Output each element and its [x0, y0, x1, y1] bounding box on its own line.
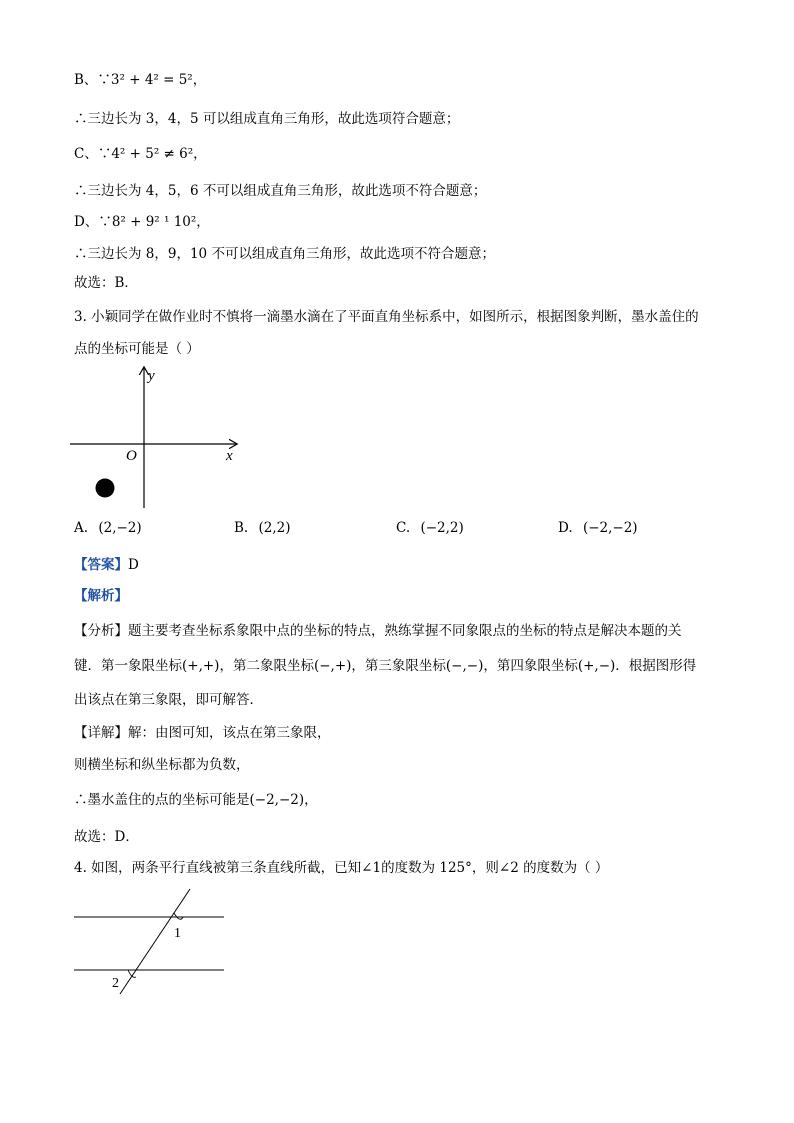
q3-coordinate-figure: [66, 362, 246, 514]
angle1-label: 1: [174, 926, 181, 941]
x-axis-label: x: [226, 448, 233, 464]
solution-line-d-conclusion: ∴三边长为 8，9，10 不可以组成直角三角形，故此选项不符合题意；: [74, 246, 495, 262]
angle2-label: 2: [112, 976, 119, 991]
q3-option-a-value: (2,−2): [98, 520, 142, 536]
q3-option-c-value: (−2,2): [420, 520, 464, 536]
q3-option-c-letter: C.: [396, 520, 411, 536]
solution-line-c: C、∵4² + 5² ≠ 6²，: [74, 146, 207, 162]
y-axis-label: y: [148, 368, 155, 384]
analysis-tag: 【解析】: [74, 588, 128, 604]
analysis-line1: 【分析】题主要考查坐标系象限中点的坐标的特点，熟练掌握不同象限点的坐标的特点是解决本题的关: [74, 623, 682, 639]
q3-option-b-letter: B.: [234, 520, 249, 536]
q3-option-d-letter: D.: [558, 520, 573, 536]
q3-option-d: [558, 518, 638, 538]
q3-option-b-value: (2,2): [258, 520, 291, 536]
answer-tag: 【答案】: [74, 557, 128, 573]
q3-option-b: [234, 518, 291, 538]
q3-option-a-letter: A.: [74, 520, 89, 536]
answer-value: D: [128, 557, 139, 573]
q3-stem-line2: 点的坐标可能是（ ）: [74, 341, 200, 357]
solution-choice: 故选：B．: [74, 275, 138, 291]
analysis-line2: 键．第一象限坐标(+,+)，第二象限坐标(−,+)，第三象限坐标(−,−)，第四象限坐标(+,−)．根据图形得: [74, 658, 697, 674]
angle1-arc: [174, 913, 183, 919]
transversal-line: [120, 889, 190, 994]
detail-line4: 故选：D．: [74, 829, 139, 845]
q3-stem-line1: 3. 小颖同学在做作业时不慎将一滴墨水滴在了平面直角坐标系中，如图所示，根据图象判断，墨水盖住的: [74, 309, 699, 325]
analysis-line3: 出该点在第三象限，即可解答．: [74, 692, 263, 708]
solution-line-d: D、∵8² + 9² ¹ 10²，: [74, 214, 210, 230]
q3-option-c: [396, 518, 464, 538]
solution-line-b: B、∵3² + 4² = 5²，: [74, 72, 207, 88]
q3-option-a: [74, 518, 142, 538]
q3-answer: [74, 555, 139, 575]
q3-option-d-value: (−2,−2): [582, 520, 638, 536]
origin-label: O: [126, 448, 137, 464]
detail-line1: 【详解】解：由图可知，该点在第三象限，: [74, 725, 331, 741]
solution-line-c-conclusion: ∴三边长为 4，5，6 不可以组成直角三角形，故此选项不符合题意；: [74, 183, 487, 199]
q4-stem: 4. 如图，两条平行直线被第三条直线所截，已知∠1的度数为 125°，则∠2 的度数为（ ）: [74, 860, 609, 876]
detail-line2: 则横坐标和纵坐标都为负数，: [74, 757, 250, 773]
solution-line-b-conclusion: ∴三边长为 3，4，5 可以组成直角三角形，故此选项符合题意；: [74, 111, 460, 127]
detail-line3: ∴墨水盖住的点的坐标可能是(−2,−2)，: [74, 792, 318, 808]
ink-blot: [96, 479, 115, 498]
q4-parallel-lines-figure: [66, 884, 236, 996]
